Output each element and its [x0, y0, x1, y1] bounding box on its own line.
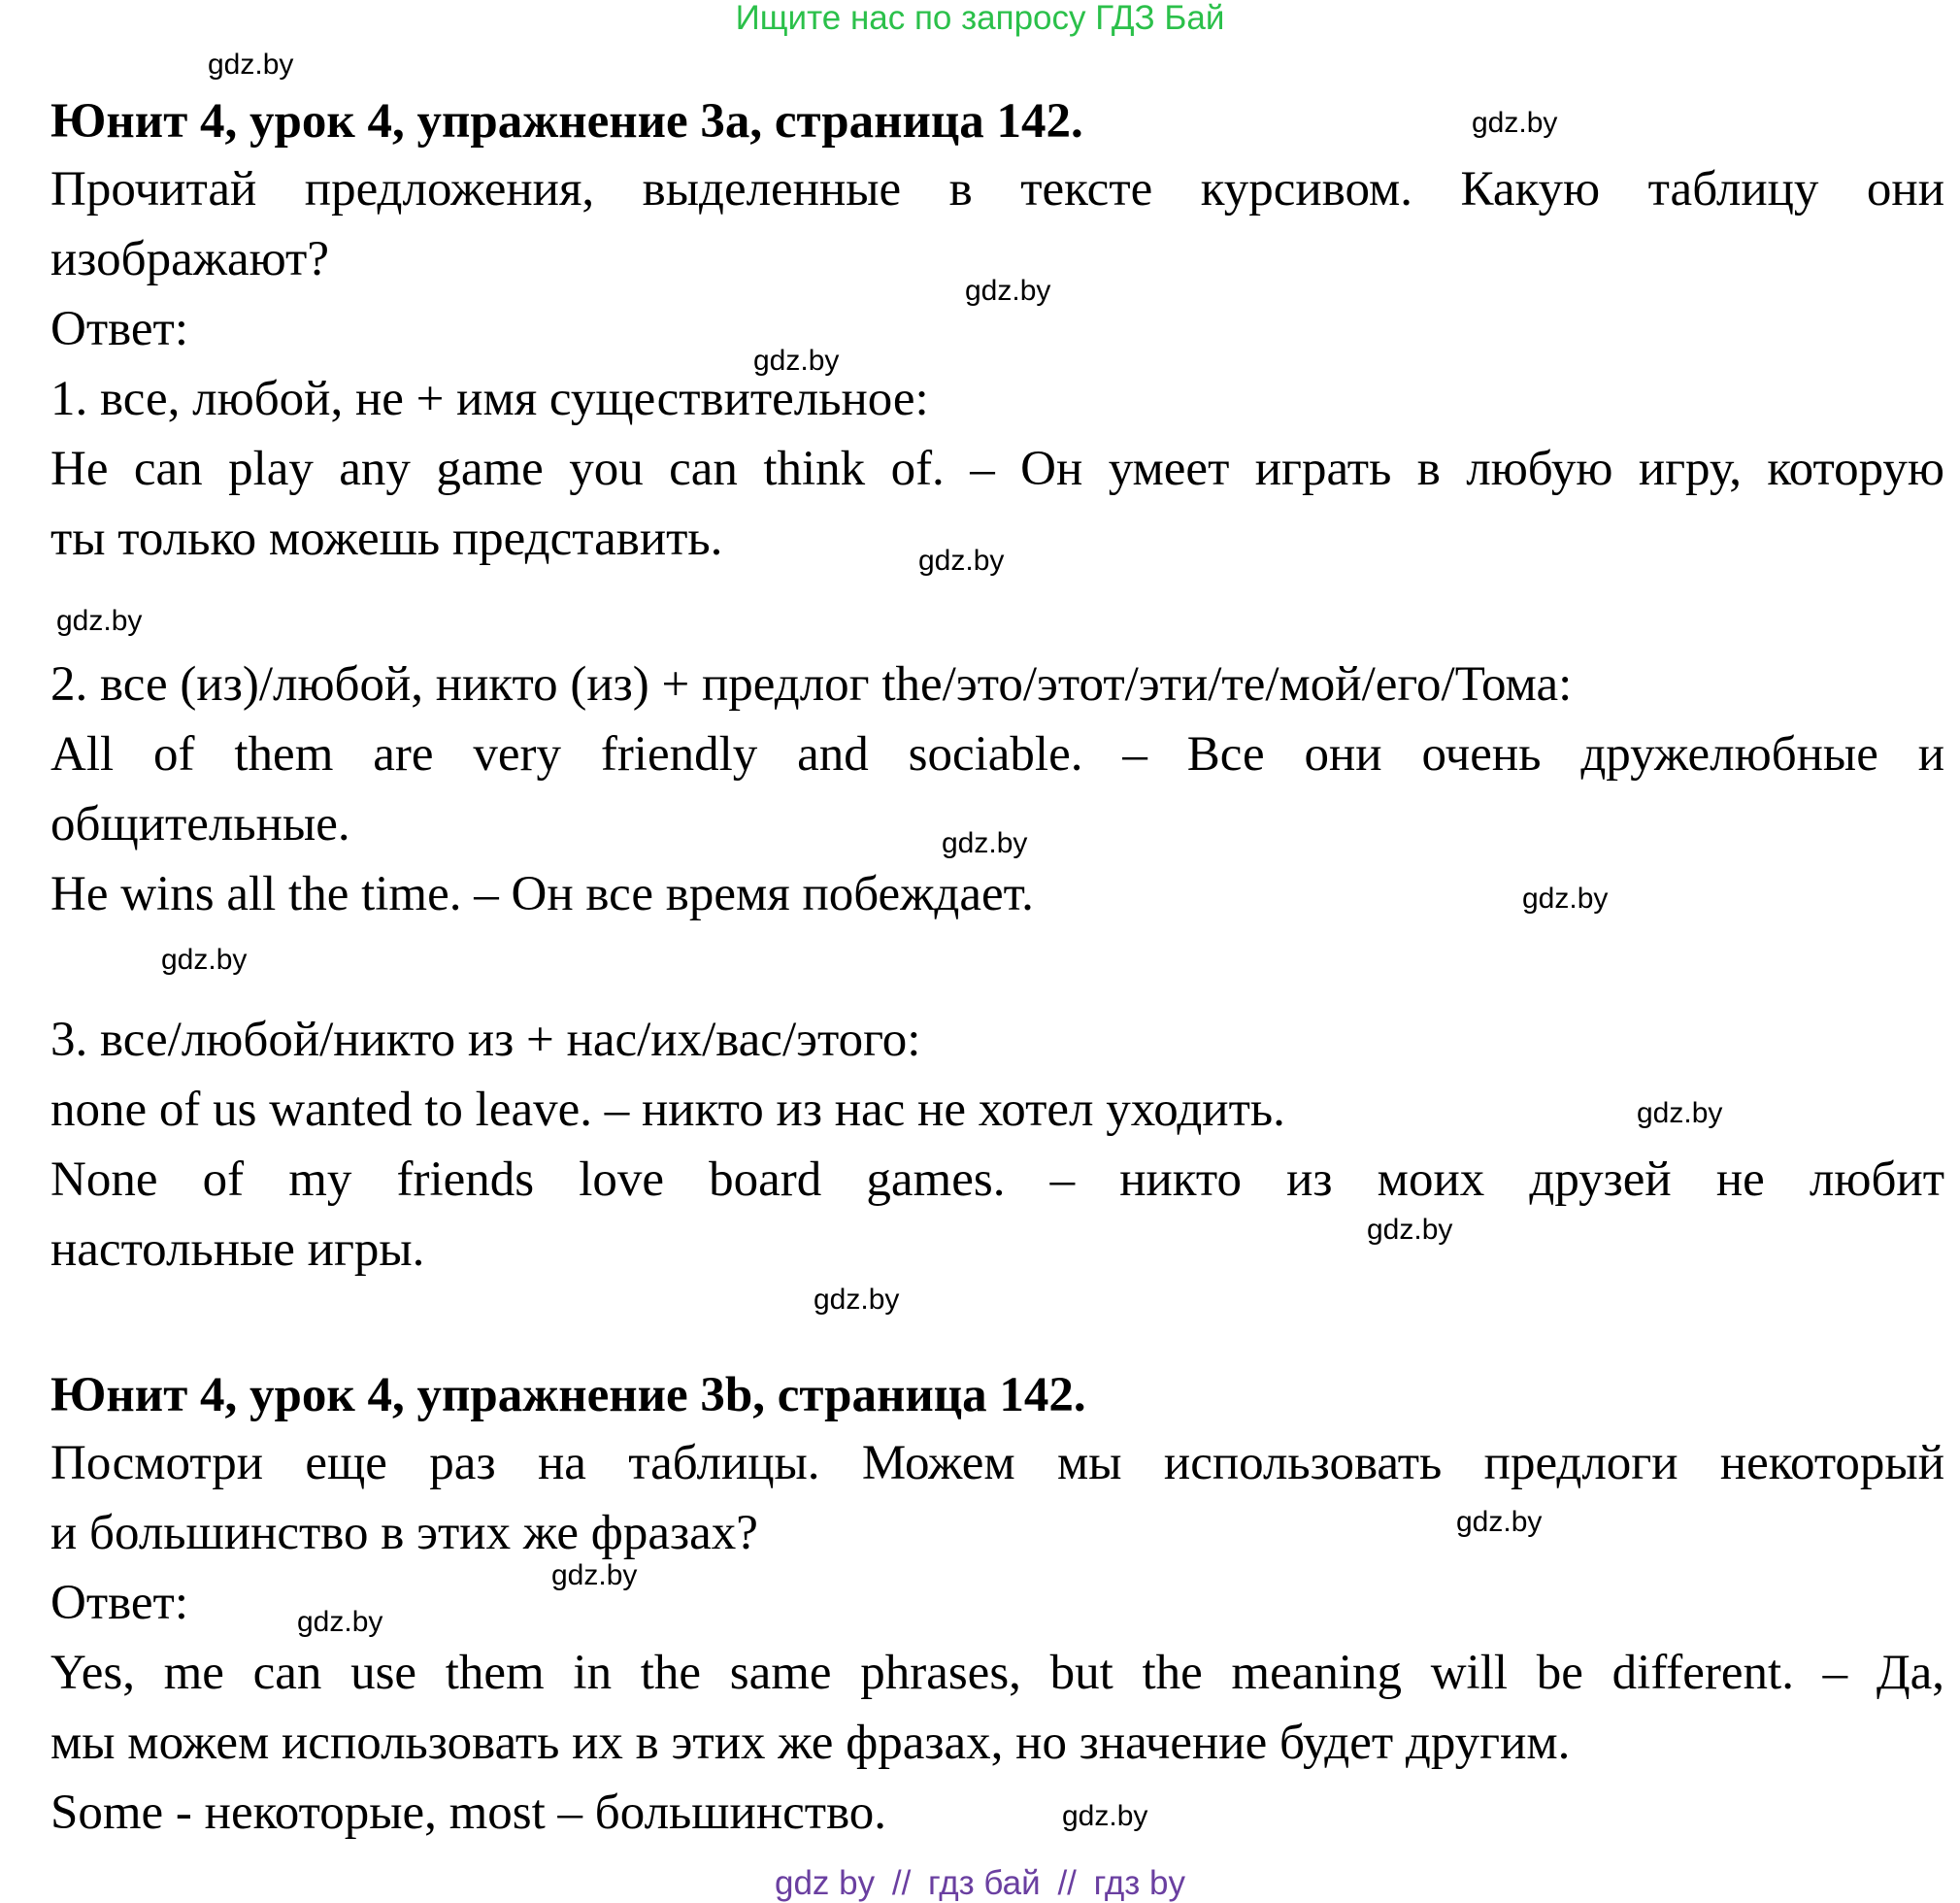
rule-3-example2-line1: None of my friends love board games. – никто из моих друзей не любит	[50, 1152, 1944, 1207]
top-banner: Ищите нас по запросу ГДЗ Бай	[735, 0, 1225, 37]
watermark: gdz.by	[551, 1559, 638, 1591]
section-a-task-line2: изображают?	[50, 232, 329, 286]
section-a-task-line1: Прочитай предложения, выделенные в тексте курсивом. Какую таблицу они	[50, 162, 1944, 217]
section-b-answer-line3: Some - некоторые, most – большинство.	[50, 1786, 887, 1840]
section-b-task-line1: Посмотри еще раз на таблицы. Можем мы использовать предлоги некоторый	[50, 1436, 1944, 1490]
footer-link-gdz-by[interactable]: gdz by	[775, 1864, 876, 1902]
section-b-answer-line1: Yes, me can use them in the same phrases, but the meaning will be different. – Да,	[50, 1646, 1944, 1700]
section-b-answer-label: Ответ:	[50, 1576, 188, 1630]
rule-1-example-line2: ты только можешь представить.	[50, 512, 723, 566]
watermark: gdz.by	[1456, 1506, 1543, 1538]
watermark: gdz.by	[753, 345, 840, 377]
watermark: gdz.by	[1367, 1214, 1453, 1246]
watermark: gdz.by	[56, 605, 143, 637]
watermark: gdz.by	[1522, 883, 1609, 915]
watermark: gdz.by	[942, 827, 1028, 859]
footer-separator: //	[1057, 1864, 1077, 1902]
watermark: gdz.by	[918, 545, 1005, 577]
footer-separator: //	[891, 1864, 912, 1902]
section-a-answer-label: Ответ:	[50, 302, 188, 356]
watermark: gdz.by	[965, 275, 1051, 307]
footer-link-gdz-bai[interactable]: гдз бай	[928, 1864, 1041, 1902]
rule-2: 2. все (из)/любой, никто (из) + предлог the/это/этот/эти/те/мой/его/Тома:	[50, 657, 1573, 712]
rule-2-example2: He wins all the time. – Он все время побеждает.	[50, 867, 1034, 921]
section-b-answer-line2: мы можем использовать их в этих же фразах, но значение будет другим.	[50, 1716, 1571, 1770]
watermark: gdz.by	[208, 49, 294, 81]
rule-1-example-line1: He can play any game you can think of. – Он умеет играть в любую игру, которую	[50, 442, 1944, 496]
watermark: gdz.by	[814, 1284, 900, 1316]
rule-2-example1-line1: All of them are very friendly and sociable. – Все они очень дружелюбные и	[50, 727, 1944, 782]
section-b-task-line2: и большинство в этих же фразах?	[50, 1506, 758, 1560]
rule-3: 3. все/любой/никто из + нас/их/вас/этого:	[50, 1013, 921, 1067]
section-b-heading: Юнит 4, урок 4, упражнение 3b, страница 142.	[50, 1368, 1086, 1422]
rule-2-example1-line2: общительные.	[50, 797, 350, 851]
footer-link-gdz-by-cyr[interactable]: гдз by	[1093, 1864, 1185, 1902]
watermark: gdz.by	[1637, 1097, 1723, 1129]
watermark: gdz.by	[297, 1606, 383, 1638]
footer-links	[0, 1864, 1960, 1903]
watermark: gdz.by	[1472, 107, 1558, 139]
rule-3-example2-line2: настольные игры.	[50, 1222, 425, 1277]
rule-3-example1: none of us wanted to leave. – никто из нас не хотел уходить.	[50, 1083, 1285, 1137]
watermark: gdz.by	[161, 944, 248, 976]
section-a-heading: Юнит 4, урок 4, упражнение 3a, страница 142.	[50, 94, 1083, 149]
rule-1: 1. все, любой, не + имя существительное:	[50, 372, 929, 426]
watermark: gdz.by	[1062, 1800, 1148, 1832]
